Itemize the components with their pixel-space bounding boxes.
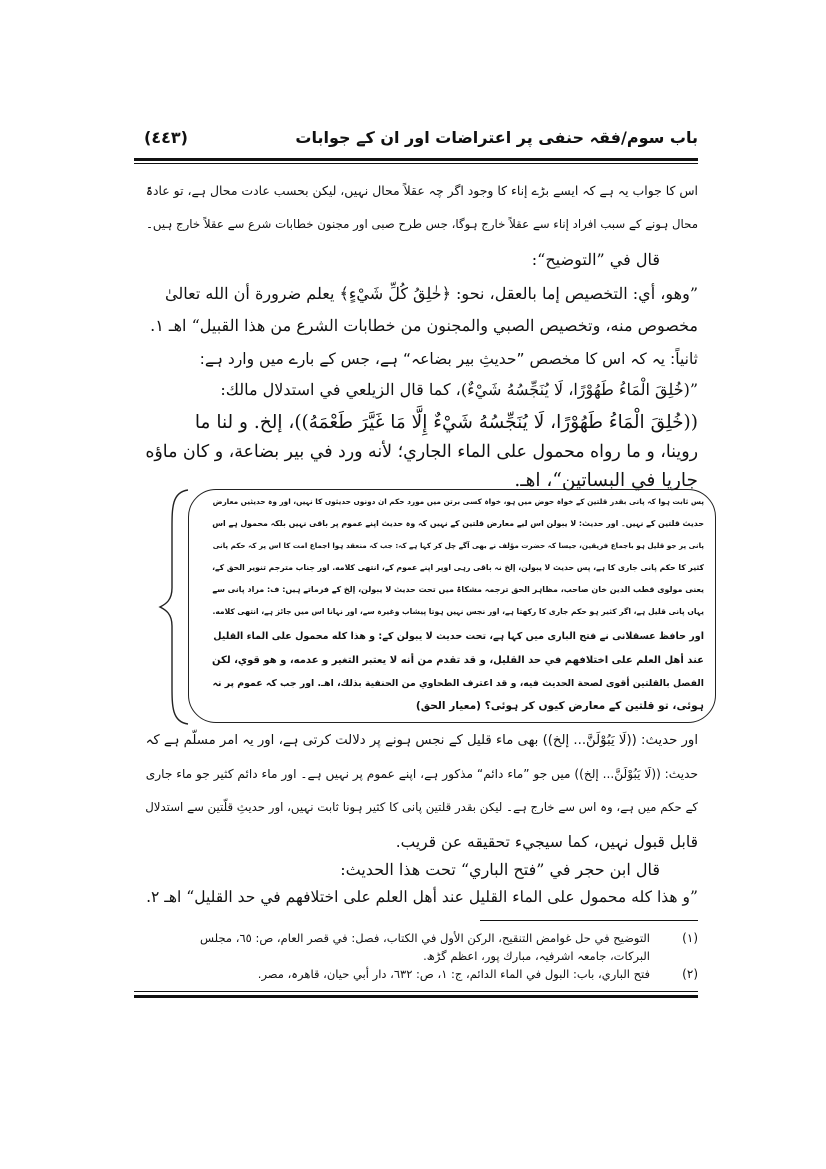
footer-rule-thin: [134, 991, 698, 992]
body-line: ”وهو، أي: التخصيص إما بالعقل، نحو: ﴿خٰلِقُ كُلِّ شَيْءٍ﴾ يعلم ضرورة أن الله تعالىٰ: [165, 284, 698, 303]
body-line: قال ابن حجر في ”فتح الباري“ تحت هذا الحديث:: [340, 860, 660, 879]
body-line: اس کا جواب یہ ہے کہ ایسے بڑے إناء کا وجود اگر چہ عقلاً محال نہیں، لیکن بحسب عادت محال ہے، تو عادۃً: [145, 183, 698, 198]
body-line: حدیث: ((لَا يَبُوْلَنَّ... إلخ)) میں جو ”ماء دائم“ مذکور ہے، اپنے عموم پر نہیں ہے۔ اور ماء دائم کثیر جو ماء جاری: [145, 767, 698, 781]
body-line: مخصوص منه، وتخصيص الصبي والمجنون من خطابات الشرع من هذا القبيل“ اهـ ١.: [150, 316, 698, 335]
header-rule-thin: [134, 163, 698, 164]
body-line: اور حدیث: ((لَا يَبُوْلَنَّ... إلخ)) بھی ماء قلیل کے نجس ہونے پر دلالت کرتی ہے، اور یہ امر مسلّم ہے کہ: [145, 733, 698, 748]
page-number: (٤٤٣): [144, 128, 188, 147]
body-line: روينا، و ما رواه محمول على الماء الجاري؛ لأنه ورد في بير بضاعة، و كان ماؤه: [145, 442, 698, 462]
running-header: [134, 128, 698, 154]
footnote-number: (٢): [682, 967, 698, 981]
side-note-line: الفصل بالقلتين أقوى لصحة الحديث فيه، و قد اعترف الطحاوي من الحنفية بذلك، اهـ. اور جب کہ عموم پر نہ: [212, 678, 704, 689]
side-note-line: پس ثابت ہوا کہ پانی بقدر قلتین کے خواہ حوض میں ہو، خواہ کسی برتن میں مورد حکم ان دونوں حدیثوں کا نہیں، اور وہ حدیثیں معارض: [212, 497, 704, 506]
side-note-line: یہاں پانی قلیل ہے، اگر کثیر ہو حکم جاری کا رکھتا ہے، اور نجس نہیں ہوتا پیشاب وغیرہ سے، اور نہانا اس میں جائز ہے، انتهى كلامه.: [212, 607, 704, 616]
body-line: کے حکم میں ہے، وہ اس سے خارج ہے۔ لیکن بقدر قلتین پانی کا کثیر ہونا ثابت نہیں، اور حدیثِ قلّتین سے استدلال: [145, 800, 698, 814]
chapter-title: باب سوم/فقہ حنفی پر اعتراضات اور ان کے جوابات: [295, 128, 698, 147]
footnote-number: (١): [682, 931, 698, 945]
left-brace-icon: [158, 488, 190, 726]
body-line: ثانیاً: یہ کہ اس کا مخصص ”حدیثِ بیر بضاعہ“ ہے، جس کے بارے میں وارد ہے:: [199, 350, 698, 368]
body-line: قابل قبول نہیں، کما سیجيء تحقیقه عن قریب.: [395, 833, 698, 851]
footer-rule: [134, 995, 698, 998]
body-line: محال ہونے کے سبب افراد إناء سے عقلاً خارج ہوگا، جس طرح صبی اور مجنون خطابات شرع سے عقلاً خارج ہیں۔: [146, 217, 698, 231]
header-rule: [134, 158, 698, 161]
body-line: جاريا في البساتين“، اهـ.: [514, 470, 698, 491]
side-note-line: اور حافظ عسقلانی نے فتح الباری میں کہا ہے، تحت حدیث لا يبولن کے: و هذا كله محمول على الماء القليل: [213, 631, 704, 642]
footnote-text: البركات، جامعہ اشرفیہ، مبارك پور، اعظم گڑھ.: [423, 949, 650, 963]
side-note-line: کثیر کا حکم پانی جاری کا ہے، پس حدیث لا يبولن، إلخ نہ باقی رہی اوپر اپنے عموم کے، انتهى كلامه. اور جناب مترجم تنویر الحق کے،: [212, 563, 704, 572]
body-line: ”و هذا كله محمول على الماء القليل عند أهل العلم على اختلافهم في حد القليل“ اهـ ٢.: [146, 888, 698, 906]
footnote-separator: [480, 920, 698, 921]
side-note-box: [188, 489, 716, 723]
side-note-line: ہوئی، تو قلتین کے معارض کیوں کر ہوئی؟ (معیار الحق): [415, 700, 704, 712]
footnote-text: التوضیح في حل غوامض التنقیح، الركن الأول في الكتاب، فصل: في قصر العام، ص: ٦٥، مجلس: [200, 931, 650, 945]
side-note-line: یعنی مولوی قطب الدین خان صاحب، مظاہر الحق ترجمہ مشکاۃ میں تحت حدیث لا يبولن، إلخ کے فرماتے ہیں: ف: مراد پانی سے: [212, 585, 704, 594]
side-note-line: پانی پر جو قلیل ہو باجماع فریقین، جیسا کہ حضرت مؤلف نے بھی آگے چل کر کہا ہے کہ: جب کہ منعقد ہوا اجماع امت کا اس پر کہ حکم پانی: [212, 541, 704, 550]
body-line: ((خُلِقَ الْمَاءُ طَهُوْرًا، لَا يُنَجِّسُهُ شَيْءٌ إِلَّا مَا غَيَّرَ طَعْمَهُ))، إلخ. و لنا ما: [194, 412, 698, 433]
body-line: ”(خُلِقَ الْمَاءُ طَهُوْرًا، لَا يُنَجِّسُهُ شَيْءٌ)، کما قال الزیلعي في استدلال مالك:: [220, 380, 698, 399]
side-note-line: حدیث قلتین کے نہیں۔ اور حدیث: لا يبولن اس لیے معارض قلتین کے نہیں کہ وہ حدیث اپنے عموم پر باقی نہیں بلکہ محمول ہے اس: [212, 519, 704, 528]
body-line: قال في ”التوضيح“:: [531, 250, 660, 269]
footnote-text: فتح الباري، باب: البول في الماء الدائم، ج: ١، ص: ٦٣٢، دار أبي حیان، قاهرہ، مصر.: [257, 967, 650, 981]
side-note-line: عند أهل العلم على اختلافهم في حد القليل، و قد تقدم من أنه لا يعتبر التغير و عدمه، و هو قوي، لكن: [212, 655, 704, 666]
